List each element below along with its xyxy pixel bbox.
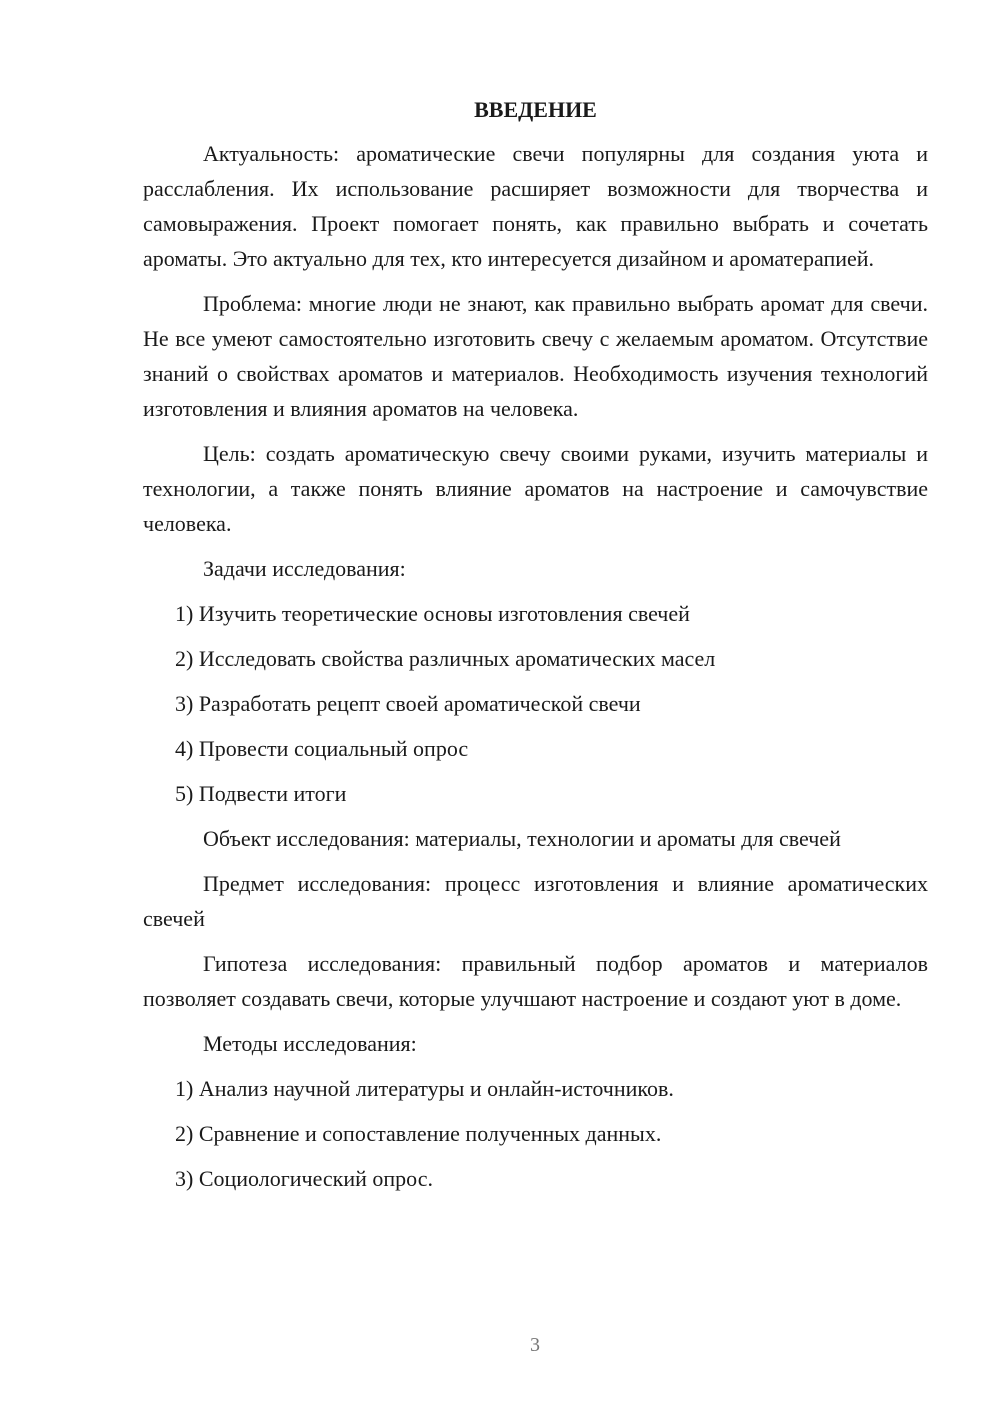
task-item: 1) Изучить теоретические основы изготовления свечей <box>175 601 690 626</box>
goal-paragraph: Цель: создать ароматическую свечу своими руками, изучить материалы и технологии, а также понять влияние ароматов на настроение и самочувствие человека. <box>143 441 928 536</box>
relevance-paragraph: Актуальность: ароматические свечи популярны для создания уюта и расслабления. Их использование расширяет возможности для творчества и самовыражения. Проект помогает понять, как правильно выбрать и сочетать ароматы. Это актуально для тех, кто интересуется дизайном и ароматерапией. <box>143 141 928 271</box>
problem-paragraph: Проблема: многие люди не знают, как правильно выбрать аромат для свечи. Не все умеют самостоятельно изготовить свечу с желаемым ароматом. Отсутствие знаний о свойствах ароматов и материалов. Необходимость изучения технологий изготовления и влияния ароматов на человека. <box>143 291 928 421</box>
task-item: 5) Подвести итоги <box>175 781 347 806</box>
method-item: 1) Анализ научной литературы и онлайн-источников. <box>175 1076 674 1101</box>
task-item: 2) Исследовать свойства различных ароматических масел <box>175 646 716 671</box>
tasks-label: Задачи исследования: <box>203 556 406 581</box>
methods-label: Методы исследования: <box>203 1031 417 1056</box>
object-paragraph: Объект исследования: материалы, технологии и ароматы для свечей <box>203 826 841 851</box>
method-item: 3) Социологический опрос. <box>175 1166 433 1191</box>
task-item: 3) Разработать рецепт своей ароматической свечи <box>175 691 641 716</box>
hypothesis-paragraph: Гипотеза исследования: правильный подбор ароматов и материалов позволяет создавать свечи, которые улучшают настроение и создают уют в доме. <box>143 951 928 1011</box>
page-number: 3 <box>530 1334 540 1356</box>
subject-paragraph: Предмет исследования: процесс изготовления и влияние ароматических свечей <box>143 871 928 931</box>
document-page <box>143 95 928 1196</box>
task-item: 4) Провести социальный опрос <box>175 736 469 761</box>
page-title: ВВЕДЕНИЕ <box>474 97 597 122</box>
method-item: 2) Сравнение и сопоставление полученных данных. <box>175 1121 662 1146</box>
